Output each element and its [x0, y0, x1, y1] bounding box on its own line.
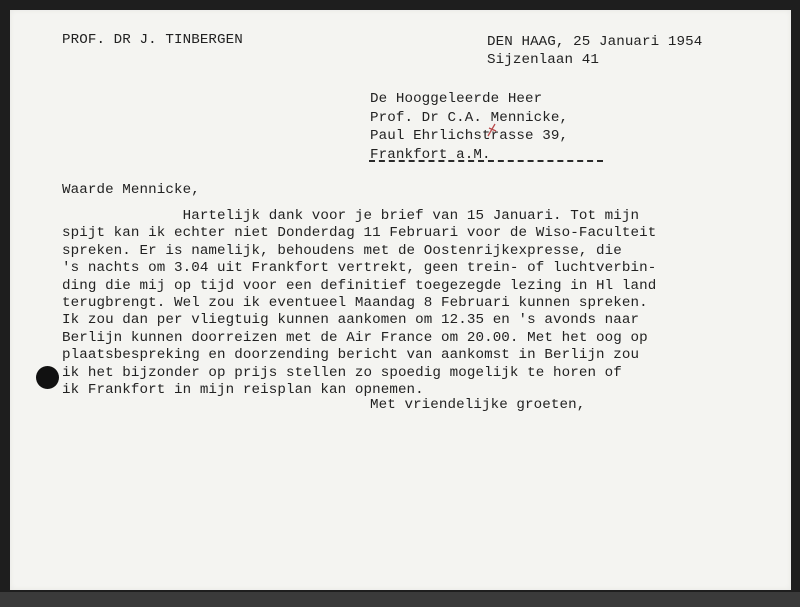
place-date: DEN HAAG, 25 Januari 1954	[487, 34, 703, 50]
addressee-line: Prof. Dr C.A. Mennicke,	[370, 109, 569, 126]
body-line: plaatsbespreking en doorzending bericht van aankomst in Berlijn zou	[62, 347, 640, 364]
body-line: ik het bijzonder op prijs stellen zo spoedig mogelijk te horen of	[62, 364, 622, 381]
scan-bottom-edge	[0, 592, 800, 607]
sender-address: Sijzenlaan 41	[487, 52, 599, 68]
body-line: Ik zou dan per vliegtuig kunnen aankomen om 12.35 en 's avonds naar	[62, 312, 640, 329]
body-line: terugbrengt. Wel zou ik eventueel Maandag 8 Februari kunnen spreken.	[62, 295, 648, 312]
addressee-line: De Hooggeleerde Heer	[370, 91, 543, 107]
body-line: Berlijn kunnen doorreizen met de Air France om 20.00. Met het oog op	[62, 329, 648, 346]
pen-correction-mark	[487, 122, 497, 138]
body-line: 's nachts om 3.04 uit Frankfort vertrekt, geen trein- of luchtverbin-	[62, 260, 657, 277]
sender-name: PROF. DR J. TINBERGEN	[62, 32, 243, 48]
body-line: Hartelijk dank voor je brief van 15 Januari. Tot mijn	[62, 208, 640, 224]
body-line: ik Frankfort in mijn reisplan kan opnemen.	[62, 382, 424, 399]
body-line: spreken. Er is namelijk, behoudens met de Oostenrijkexpresse, die	[62, 242, 622, 259]
addressee-line: Frankfort a.M.	[370, 146, 491, 163]
addressee-block	[370, 90, 568, 164]
salutation: Waarde Mennicke,	[62, 182, 200, 198]
letter-body	[62, 208, 656, 399]
body-line: ding die mij op tijd voor een definitief toegezegde lezing in Hl land	[62, 277, 657, 294]
address-underline	[369, 160, 603, 162]
addressee-line: Paul Ehrlichstrasse 39,	[370, 128, 569, 144]
punch-hole	[36, 366, 59, 389]
letter-header-right	[487, 33, 702, 69]
closing: Met vriendelijke groeten,	[370, 397, 586, 413]
body-line: spijt kan ik echter niet Donderdag 11 Februari voor de Wiso-Faculteit	[62, 225, 657, 242]
